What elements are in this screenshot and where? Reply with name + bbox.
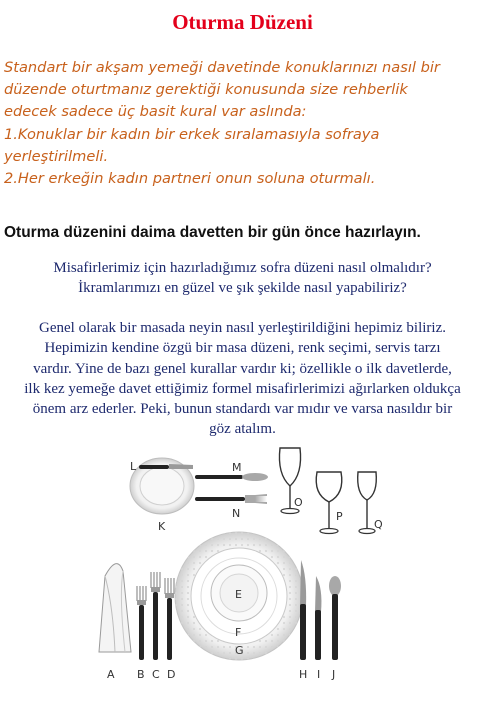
intro-line: Standart bir akşam yemeği davetinde konuklarınızı nasıl bir <box>4 59 440 76</box>
intro-line: yerleştirilmeli. <box>4 147 109 165</box>
label-c: C <box>152 668 160 681</box>
label-j: J <box>332 668 336 681</box>
intro-line: düzende oturtmanız gerektiği konusunda size rehberlik <box>4 81 408 99</box>
label-q: Q <box>374 518 383 531</box>
table-setting-illustration <box>95 446 395 686</box>
paragraph-line: önem arz ederler. Peki, bunun standardı var mıdır ve varsa nasıldır bir <box>32 401 453 418</box>
salad-fork-icon <box>137 586 146 660</box>
questions-text <box>0 259 485 298</box>
label-o: O <box>294 496 303 509</box>
label-l: L <box>130 460 137 473</box>
label-g: G <box>235 644 244 657</box>
label-n: N <box>232 507 241 520</box>
label-h: H <box>299 668 308 681</box>
soup-spoon-icon <box>329 576 341 660</box>
label-f: F <box>235 626 242 639</box>
label-e: E <box>235 588 242 601</box>
red-wine-glass-icon <box>316 472 342 534</box>
dessert-fork-icon <box>195 494 267 504</box>
paragraph-line: ilk kez yemeğe davet ettiğimiz formel misafirlerimizi ağırlarken oldukça <box>24 380 461 397</box>
label-i: I <box>317 668 321 681</box>
paragraph-line: Hepimizin kendine özgü bir masa düzeni, renk seçimi, servis tarzı <box>44 340 441 357</box>
intro-line: 1.Konuklar bir kadın bir erkek sıralamasıyla sofraya <box>4 125 380 143</box>
dessert-spoon-icon <box>195 473 268 481</box>
question-line: Misafirlerimiz için hazırladığımız sofra düzeni nasıl olmalıdır? <box>53 260 432 276</box>
fish-knife-icon <box>315 576 321 660</box>
paragraph-line: göz atalım. <box>209 421 276 438</box>
paragraph-line: Genel olarak bir masada neyin nasıl yerleştirildiğini hepimiz biliriz. <box>39 320 446 336</box>
question-line: İkramlarımızı en güzel ve şık şekilde nasıl yapabiliriz? <box>78 279 407 296</box>
intro-line: edecek sadece üç basit kural var aslında: <box>4 103 307 121</box>
dinner-fork-icon <box>165 578 174 660</box>
paragraph-line: vardır. Yine de bazı genel kurallar vardır ki; özellikle o ilk davetlerde, <box>33 360 452 377</box>
napkin-icon <box>99 564 131 652</box>
label-p: P <box>336 510 343 523</box>
intro-text <box>4 57 482 190</box>
fish-fork-icon <box>151 572 160 660</box>
body-paragraph <box>0 318 485 440</box>
label-a: A <box>107 668 115 681</box>
page-title: Oturma Düzeni <box>172 10 313 34</box>
label-k: K <box>158 520 166 533</box>
label-b: B <box>137 668 145 681</box>
dinner-knife-icon <box>300 560 306 660</box>
intro-line: 2.Her erkeğin kadın partneri onun soluna oturmalı. <box>4 170 376 188</box>
label-m: M <box>232 461 242 474</box>
label-d: D <box>167 668 176 681</box>
section-heading: Oturma düzenini daima davetten bir gün önce hazırlayın. <box>4 224 421 241</box>
